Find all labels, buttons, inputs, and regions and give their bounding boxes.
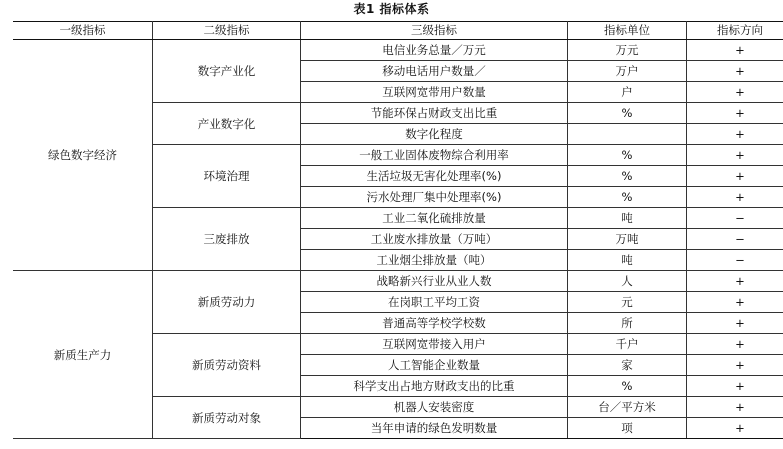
indicator-cell: 移动电话用户数量／ <box>301 61 568 82</box>
indicator-cell: 工业二氧化硫排放量 <box>301 208 568 229</box>
header-row <box>13 22 783 40</box>
indicator-table <box>13 21 783 439</box>
direction-cell: + <box>687 376 783 397</box>
unit-cell: % <box>568 103 687 124</box>
unit-cell: % <box>568 145 687 166</box>
unit-cell: 万吨 <box>568 229 687 250</box>
direction-cell: − <box>687 208 783 229</box>
indicator-cell: 一般工业固体废物综合利用率 <box>301 145 568 166</box>
direction-cell: + <box>687 40 783 61</box>
indicator-cell: 科学支出占地方财政支出的比重 <box>301 376 568 397</box>
unit-cell: % <box>568 187 687 208</box>
unit-cell: 元 <box>568 292 687 313</box>
direction-cell: + <box>687 166 783 187</box>
table-caption: 表1 指标体系 <box>353 2 430 16</box>
level1-cell: 新质生产力 <box>13 271 153 439</box>
direction-cell: + <box>687 187 783 208</box>
header-level3: 三级指标 <box>301 22 568 40</box>
unit-cell: 所 <box>568 313 687 334</box>
direction-cell: + <box>687 103 783 124</box>
header-level2: 二级指标 <box>153 22 301 40</box>
unit-cell <box>568 124 687 145</box>
table-row <box>13 40 783 61</box>
level2-cell: 产业数字化 <box>153 103 301 145</box>
indicator-cell: 互联网宽带用户数量 <box>301 82 568 103</box>
direction-cell: + <box>687 271 783 292</box>
direction-cell: − <box>687 229 783 250</box>
unit-cell: 吨 <box>568 250 687 271</box>
indicator-cell: 人工智能企业数量 <box>301 355 568 376</box>
level2-cell: 数字产业化 <box>153 40 301 103</box>
level2-cell: 新质劳动对象 <box>153 397 301 439</box>
unit-cell: 项 <box>568 418 687 439</box>
unit-cell: 吨 <box>568 208 687 229</box>
unit-cell: 千户 <box>568 334 687 355</box>
table-row <box>13 271 783 292</box>
direction-cell: + <box>687 313 783 334</box>
unit-cell: 人 <box>568 271 687 292</box>
level1-cell: 绿色数字经济 <box>13 40 153 271</box>
indicator-cell: 电信业务总量／万元 <box>301 40 568 61</box>
indicator-cell: 工业烟尘排放量（吨） <box>301 250 568 271</box>
header-level1: 一级指标 <box>13 22 153 40</box>
table-header <box>13 22 783 40</box>
unit-cell: 万户 <box>568 61 687 82</box>
indicator-cell: 普通高等学校学校数 <box>301 313 568 334</box>
level2-cell: 新质劳动资料 <box>153 334 301 397</box>
unit-cell: 户 <box>568 82 687 103</box>
unit-cell: 台／平方米 <box>568 397 687 418</box>
direction-cell: + <box>687 124 783 145</box>
level2-cell: 环境治理 <box>153 145 301 208</box>
direction-cell: + <box>687 418 783 439</box>
direction-cell: + <box>687 355 783 376</box>
indicator-cell: 在岗职工平均工资 <box>301 292 568 313</box>
indicator-cell: 污水处理厂集中处理率(%) <box>301 187 568 208</box>
header-direction: 指标方向 <box>687 22 783 40</box>
unit-cell: % <box>568 376 687 397</box>
indicator-cell: 互联网宽带接入用户 <box>301 334 568 355</box>
indicator-cell: 战略新兴行业从业人数 <box>301 271 568 292</box>
direction-cell: + <box>687 82 783 103</box>
unit-cell: 家 <box>568 355 687 376</box>
direction-cell: + <box>687 397 783 418</box>
table-body <box>13 40 783 439</box>
direction-cell: − <box>687 250 783 271</box>
indicator-cell: 机器人安装密度 <box>301 397 568 418</box>
level2-cell: 三废排放 <box>153 208 301 271</box>
direction-cell: + <box>687 145 783 166</box>
direction-cell: + <box>687 334 783 355</box>
direction-cell: + <box>687 61 783 82</box>
indicator-cell: 节能环保占财政支出比重 <box>301 103 568 124</box>
unit-cell: 万元 <box>568 40 687 61</box>
indicator-cell: 当年申请的绿色发明数量 <box>301 418 568 439</box>
unit-cell: % <box>568 166 687 187</box>
level2-cell: 新质劳动力 <box>153 271 301 334</box>
direction-cell: + <box>687 292 783 313</box>
indicator-cell: 生活垃圾无害化处理率(%) <box>301 166 568 187</box>
indicator-cell: 工业废水排放量（万吨） <box>301 229 568 250</box>
header-unit: 指标单位 <box>568 22 687 40</box>
indicator-cell: 数字化程度 <box>301 124 568 145</box>
